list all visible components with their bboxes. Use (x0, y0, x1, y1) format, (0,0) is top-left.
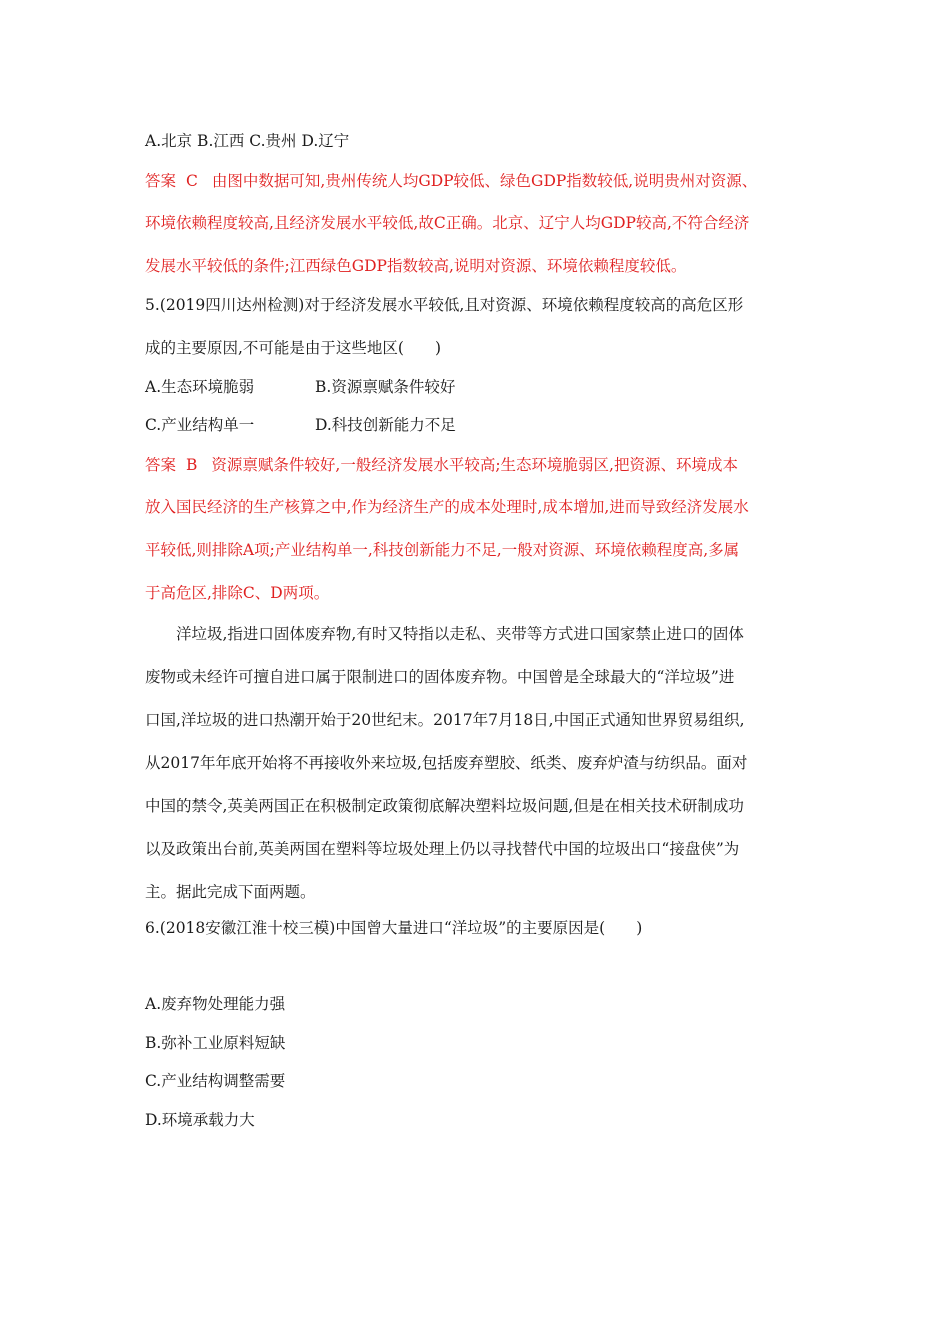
q5-stem-line-1: 5.(2019四川达州检测)对于经济发展水平较低,且对资源、环境依赖程度较高的高危区形 (145, 296, 744, 314)
q5-stem-line-2: 成的主要原因,不可能是由于这些地区( ) (145, 339, 442, 357)
q6-option-b: B.弥补工业原料短缺 (145, 1034, 286, 1052)
q4-answer-line-3: 发展水平较低的条件;江西绿色GDP指数较高,说明对资源、环境依赖程度较低。 (145, 257, 687, 275)
q5-answer-line-2: 放入国民经济的生产核算之中,作为经济生产的成本处理时,成本增加,进而导致经济发展水 (145, 498, 749, 516)
answer-label: 答案 (145, 456, 177, 474)
passage-line-3: 口国,洋垃圾的进口热潮开始于20世纪末。2017年7月18日,中国正式通知世界贸易组织, (145, 711, 745, 729)
passage-line-4: 从2017年年底开始将不再接收外来垃圾,包括废弃塑胶、纸类、废弃炉渣与纺织品。面对 (145, 754, 748, 772)
q5-answer-line-3: 平较低,则排除A项;产业结构单一,科技创新能力不足,一般对资源、环境依赖程度高,多属 (145, 541, 740, 559)
q6-stem: 6.(2018安徽江淮十校三模)中国曾大量进口“洋垃圾”的主要原因是( ) (145, 919, 643, 937)
q6-option-c: C.产业结构调整需要 (145, 1072, 286, 1090)
q4-answer-line-1 (145, 171, 757, 191)
q5-answer-line-1 (145, 455, 738, 475)
q4-answer-line-2: 环境依赖程度较高,且经济发展水平较低,故C正确。北京、辽宁人均GDP较高,不符合经济 (145, 214, 750, 232)
q5-option-a: A.生态环境脆弱 (145, 378, 255, 396)
answer-key: C (186, 172, 198, 190)
answer-text: 资源禀赋条件较好,一般经济发展水平较高;生态环境脆弱区,把资源、环境成本 (211, 456, 738, 474)
q6-option-d: D.环境承载力大 (145, 1111, 255, 1129)
q5-option-d: D.科技创新能力不足 (315, 416, 456, 434)
answer-key: B (186, 456, 198, 474)
answer-text: 由图中数据可知,贵州传统人均GDP较低、绿色GDP指数较低,说明贵州对资源、 (211, 172, 758, 190)
passage-line-6: 以及政策出台前,英美两国在塑料等垃圾处理上仍以寻找替代中国的垃圾出口“接盘侠”为 (145, 840, 740, 858)
q5-options-row-2 (145, 415, 456, 435)
passage-line-7: 主。据此完成下面两题。 (145, 883, 316, 901)
q4-options: A.北京 B.江西 C.贵州 D.辽宁 (145, 132, 350, 150)
passage-line-5: 中国的禁令,英美两国正在积极制定政策彻底解决塑料垃圾问题,但是在相关技术研制成功 (145, 797, 744, 815)
q5-option-b: B.资源禀赋条件较好 (315, 378, 456, 396)
passage-line-1: 洋垃圾,指进口固体废弃物,有时又特指以走私、夹带等方式进口国家禁止进口的固体 (176, 625, 744, 643)
q5-answer-line-4: 于高危区,排除C、D两项。 (145, 584, 330, 602)
q5-option-c: C.产业结构单一 (145, 416, 255, 434)
q5-options-row-1 (145, 377, 456, 397)
passage-line-2: 废物或未经许可擅自进口属于限制进口的固体废弃物。中国曾是全球最大的“洋垃圾”进 (145, 668, 735, 686)
answer-label: 答案 (145, 172, 177, 190)
q6-option-a: A.废弃物处理能力强 (145, 995, 286, 1013)
